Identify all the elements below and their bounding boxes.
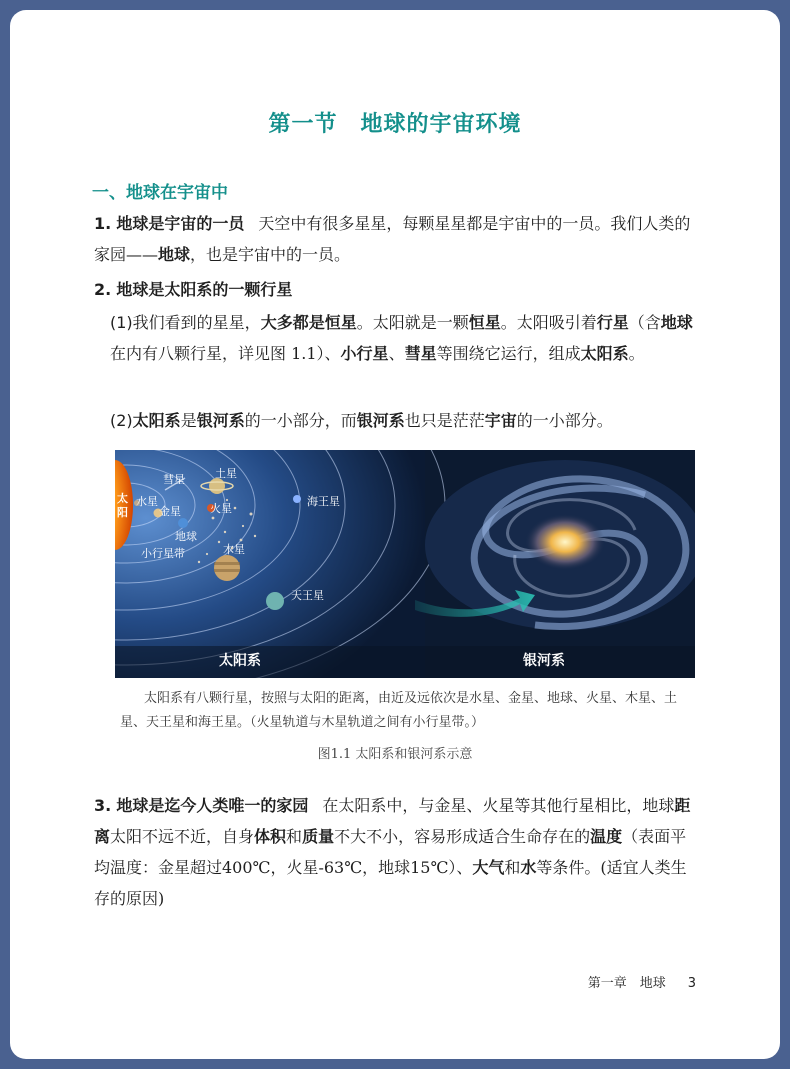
paragraph-text: 太阳不远不近，自身 bbox=[110, 827, 255, 846]
paragraph-text: 我们看到的星星， bbox=[132, 313, 261, 332]
bold-term: 大多都是恒星 bbox=[260, 313, 357, 332]
paragraph-text: 的一小部分，而 bbox=[244, 411, 357, 430]
subparagraph-mark: (1) bbox=[110, 313, 133, 332]
bold-term: 水 bbox=[520, 858, 537, 877]
paragraph-text: ，也是宇宙中的一员。 bbox=[190, 245, 351, 264]
comet-label: 彗星 bbox=[163, 473, 185, 486]
paragraph-text: 也只是茫茫 bbox=[404, 411, 485, 430]
mercury-label: 水星 bbox=[136, 495, 158, 508]
bold-term: 大气 bbox=[472, 858, 505, 877]
solar-system-footer-label: 太阳系 bbox=[219, 653, 261, 669]
footer-chapter: 第一章 地球 bbox=[587, 976, 666, 991]
asteroid-belt-label: 小行星带 bbox=[141, 547, 185, 560]
paragraph-text: 等围绕它运行，组成 bbox=[436, 344, 581, 363]
subparagraph-1 bbox=[110, 307, 700, 369]
chapter-title: 第一节 地球的宇宙环境 bbox=[268, 111, 522, 137]
bold-term: 银河系 bbox=[196, 411, 245, 430]
paragraph-text: 在内有八颗行星，详见图 1.1）、 bbox=[110, 344, 341, 363]
bold-term: 距离 bbox=[94, 796, 691, 846]
section-heading: 一、地球在宇宙中 bbox=[92, 183, 228, 203]
textbook-page bbox=[10, 10, 780, 1059]
paragraph-3 bbox=[94, 790, 698, 914]
saturn-label: 土星 bbox=[215, 467, 237, 480]
bold-term: 宇宙 bbox=[484, 411, 517, 430]
mars-label: 火星 bbox=[210, 502, 232, 515]
paragraph-lead: 地球是宇宙的一员 bbox=[116, 214, 245, 233]
paragraph-text: 等条件。(适宜人类生存的原因) bbox=[94, 858, 687, 908]
venus-label: 金星 bbox=[159, 505, 181, 518]
page-number: 3 bbox=[687, 976, 696, 991]
bold-term: 太阳系 bbox=[580, 344, 629, 363]
neptune-label: 海王星 bbox=[307, 495, 340, 508]
paragraph-1 bbox=[94, 208, 698, 270]
paragraph-text: 。 bbox=[628, 344, 645, 363]
figure-illustration bbox=[115, 450, 695, 678]
paragraph-lead: 地球是迄今人类唯一的家园 bbox=[116, 796, 309, 815]
bold-term: 温度 bbox=[590, 827, 623, 846]
paragraph-number: 1. bbox=[94, 214, 112, 233]
bold-term: 地球 bbox=[660, 313, 693, 332]
paragraph-text: 、 bbox=[388, 344, 405, 363]
paragraph-text: 在太阳系中，与金星、火星等其他行星相比，地球 bbox=[322, 796, 675, 815]
solar-system-galaxy-figure bbox=[115, 450, 695, 678]
sun-label: 太阳 bbox=[117, 492, 128, 519]
paragraph-text: （表面平均温度：金星超过400℃，火星-63℃，地球15℃）、 bbox=[94, 827, 687, 877]
bold-term: 银河系 bbox=[356, 411, 405, 430]
paragraph-number: 2. bbox=[94, 280, 112, 299]
paragraph-text: 不大不小，容易形成适合生命存在的 bbox=[334, 827, 591, 846]
galaxy-footer-label: 银河系 bbox=[523, 653, 565, 669]
paragraph-text: 。太阳就是一颗 bbox=[356, 313, 469, 332]
paragraph-text: 。太阳吸引着 bbox=[500, 313, 597, 332]
jupiter-label: 木星 bbox=[223, 543, 245, 556]
paragraph-text: 和 bbox=[286, 827, 303, 846]
paragraph-text: 是 bbox=[180, 411, 197, 430]
page-footer bbox=[588, 972, 696, 991]
paragraph-lead: 地球是太阳系的一颗行星 bbox=[116, 280, 293, 299]
paragraph-text: （含 bbox=[628, 313, 661, 332]
bold-term: 恒星 bbox=[468, 313, 501, 332]
bold-term: 质量 bbox=[302, 827, 335, 846]
paragraph-2 bbox=[94, 274, 698, 305]
figure-note: 太阳系有八颗行星，按照与太阳的距离，由近及远依次是水星、金星、地球、火星、木星、土星、天王星和海王星。（火星轨道与木星轨道之间有小行星带。） bbox=[120, 691, 678, 730]
bold-term: 彗星 bbox=[404, 344, 437, 363]
paragraph-number: 3. bbox=[94, 796, 112, 815]
paragraph-text: 天空中有很多星星，每颗星星都是宇宙中的一员。我们人类的家园—— bbox=[94, 214, 691, 264]
subparagraph-2 bbox=[110, 405, 700, 436]
bold-term: 地球 bbox=[158, 245, 191, 264]
uranus-label: 天王星 bbox=[291, 589, 324, 602]
earth-label: 地球 bbox=[175, 530, 197, 543]
bold-term: 太阳系 bbox=[132, 411, 181, 430]
bold-term: 体积 bbox=[254, 827, 287, 846]
bold-term: 小行星 bbox=[340, 344, 389, 363]
paragraph-text: 和 bbox=[504, 858, 521, 877]
subparagraph-mark: (2) bbox=[110, 411, 133, 430]
figure-caption: 图1.1 太阳系和银河系示意 bbox=[317, 747, 473, 762]
bold-term: 行星 bbox=[596, 313, 629, 332]
paragraph-text: 的一小部分。 bbox=[516, 411, 613, 430]
